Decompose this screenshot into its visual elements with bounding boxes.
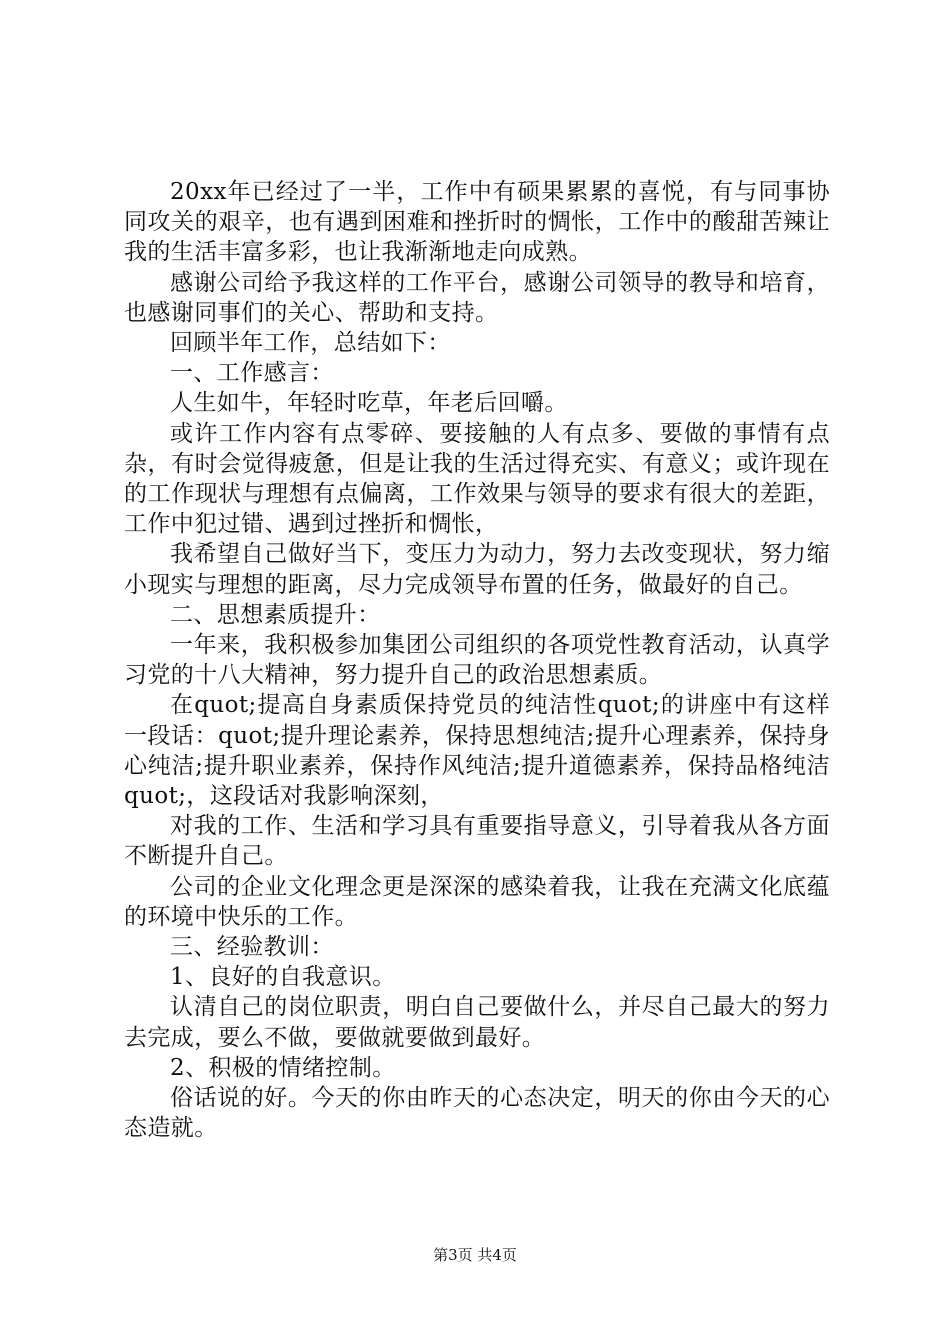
paragraph: 回顾半年工作，总结如下： bbox=[170, 330, 451, 357]
paragraph: 20xx年已经过了一半，工作中有硕果累累的喜悦，有与同事协同攻关的艰辛，也有遇到困难和挫折时的惆怅，工作中的酸甜苦辣让我的生活丰富多彩，也让我渐渐地走向成熟。 bbox=[124, 179, 830, 266]
paragraph: 俗话说的好。今天的你由昨天的心态决定，明天的你由今天的心态造就。 bbox=[124, 1085, 830, 1142]
subsection-heading: 2、积极的情绪控制。 bbox=[170, 1054, 396, 1081]
paragraph: 感谢公司给予我这样的工作平台，感谢公司领导的教导和培育，也感谢同事们的关心、帮助和支持。 bbox=[124, 269, 830, 326]
paragraph: 人生如牛，年轻时吃草，年老后回嚼。 bbox=[170, 390, 568, 417]
subsection-heading: 1、良好的自我意识。 bbox=[170, 964, 396, 991]
section-heading: 三、经验教训： bbox=[170, 934, 334, 961]
paragraph: 一年来，我积极参加集团公司组织的各项党性教育活动，认真学习党的十八大精神，努力提升自己的政治思想素质。 bbox=[124, 632, 830, 689]
page-number-footer: 第3页 共4页 bbox=[433, 1246, 517, 1264]
paragraph: 我希望自己做好当下，变压力为动力，努力去改变现状，努力缩小现实与理想的距离，尽力完成领导布置的任务，做最好的自己。 bbox=[124, 541, 830, 598]
paragraph: 在quot;提高自身素质保持党员的纯洁性quot;的讲座中有这样一段话：quot;提升理论素养，保持思想纯洁;提升心理素养，保持身心纯洁;提升职业素养，保持作风纯洁;提升道德素养，保持品格纯洁quot;，这段话对我影响深刻， bbox=[124, 692, 830, 810]
paragraph: 或许工作内容有点零碎、要接触的人有点多、要做的事情有点杂，有时会觉得疲惫，但是让我的生活过得充实、有意义；或许现在的工作现状与理想有点偏离，工作效果与领导的要求有很大的差距，工作中犯过错、遇到过挫折和惆怅， bbox=[124, 420, 830, 538]
section-heading: 二、思想素质提升： bbox=[170, 601, 381, 628]
paragraph: 公司的企业文化理念更是深深的感染着我，让我在充满文化底蕴的环境中快乐的工作。 bbox=[124, 873, 830, 930]
section-heading: 一、工作感言： bbox=[170, 360, 334, 387]
paragraph: 对我的工作、生活和学习具有重要指导意义，引导着我从各方面不断提升自己。 bbox=[124, 813, 830, 870]
paragraph: 认清自己的岗位职责，明白自己要做什么，并尽自己最大的努力去完成，要么不做，要做就要做到最好。 bbox=[124, 994, 830, 1051]
document-body bbox=[124, 177, 830, 1144]
